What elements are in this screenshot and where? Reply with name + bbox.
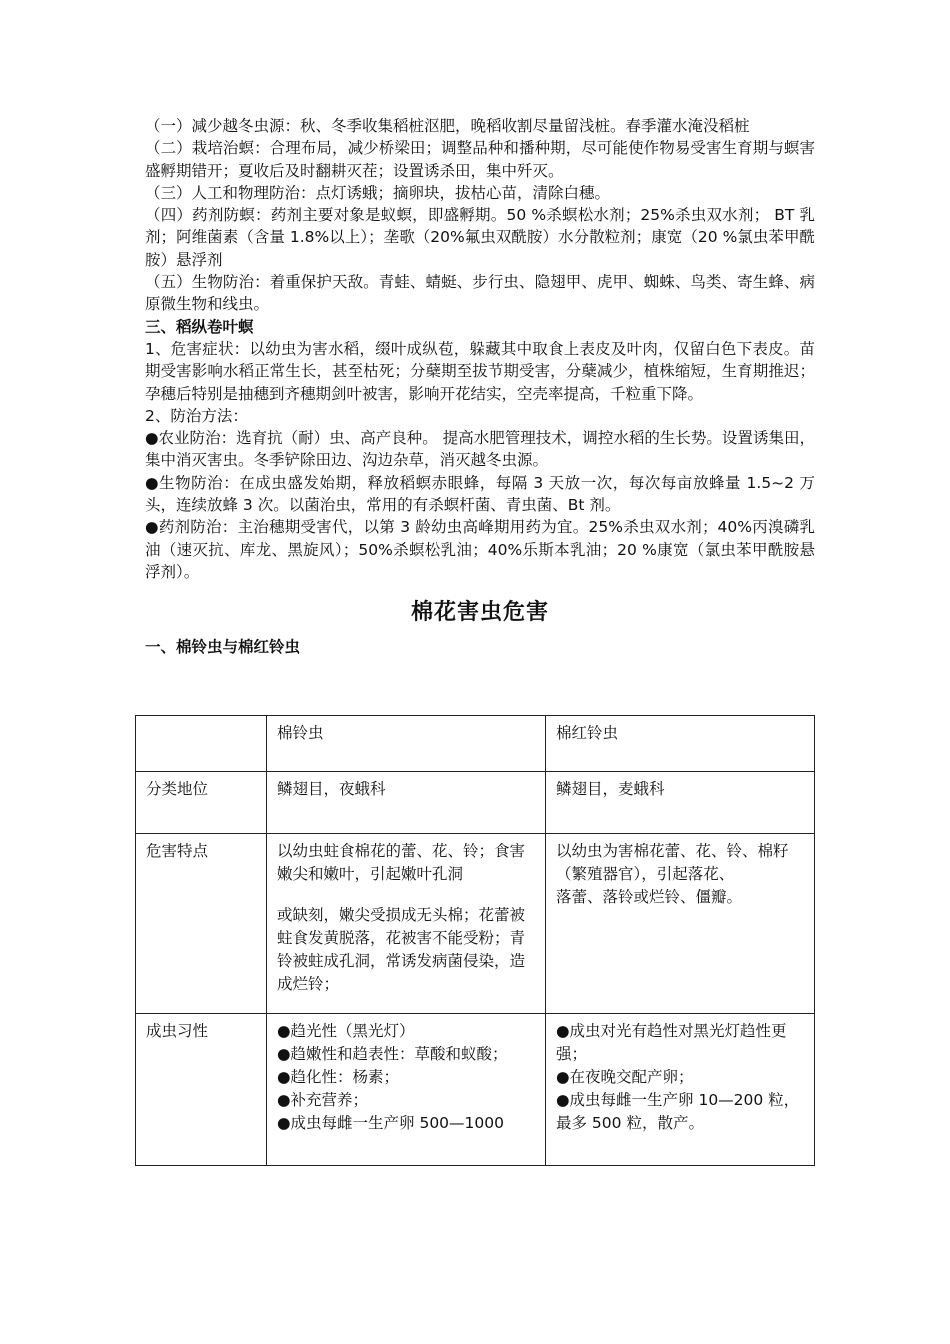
cotton-title: 棉花害虫危害 — [410, 600, 549, 626]
method-agricultural: ●农业防治：选育抗（耐）虫、高产良种。 提高水肥管理技术，调控水稻的生长势。设置诱集田，集中消灭害虫。冬季铲除田边、沟边杂草，消灭越冬虫源。 — [145, 429, 815, 470]
damage-bollworm-part2: 或缺刻，嫩尖受损成无头棉；花蕾被蛀食发黄脱落，花被害不能受粉；青铃被蛀成孔洞，常诱发病菌侵染，造成烂铃； — [277, 906, 526, 993]
row-label-damage: 危害特点 — [136, 834, 267, 1014]
method-biological: ●生物防治：在成虫盛发始期，释放稻螟赤眼蜂，每隔 3 天放一次，每次每亩放蜂量 1.5~2 万头，连续放蜂 3 次。以菌治虫，常用的有杀螟杆菌、青虫菌、Bt 剂。 — [145, 473, 815, 515]
habit-bollworm-4: ●补充营养； — [277, 1091, 369, 1109]
row-label-habits: 成虫习性 — [136, 1014, 267, 1166]
habit-bollworm-2: ●趋嫩性和趋表性：草酸和蚁酸； — [277, 1045, 508, 1063]
cell-damage-pink — [546, 834, 815, 1014]
cell-damage-bollworm — [267, 834, 546, 1014]
row-label-classification: 分类地位 — [136, 772, 267, 834]
measure-3: （三）人工和物理防治：点灯诱蛾；摘卵块，拔枯心苗，清除白穗。 — [145, 183, 611, 202]
leaf-roller-symptoms: 1、危害症状：以幼虫为害水稻，缀叶成纵苞，躲藏其中取食上表皮及叶肉，仅留白色下表皮。苗期受害影响水稻正常生长，甚至枯死；分蘖期至拔节期受害，分蘖减少，植株缩短，生育期推迟；孕穗后特别是抽穗到齐穗期剑叶被害，影响开花结实，空壳率提高，千粒重下降。 — [145, 339, 815, 403]
header-pink-bollworm: 棉红铃虫 — [546, 716, 815, 772]
leaf-roller-methods-label: 2、防治方法： — [145, 406, 248, 425]
habit-bollworm-3: ●趋化性：杨素； — [277, 1068, 400, 1086]
header-empty-cell — [136, 716, 267, 772]
measure-1: （一）减少越冬虫源：秋、冬季收集稻桩沤肥，晚稻收割尽量留浅桩。春季灌水淹没稻桩 — [145, 117, 750, 135]
table-row-habits — [136, 1014, 815, 1166]
habit-pink-3: ●成虫每雌一生产卵 10—200 粒，最多 500 粒，散产。 — [556, 1091, 800, 1132]
leaf-roller-heading: 三、稻纵卷叶螟 — [145, 317, 254, 336]
cell-classification-pink: 鳞翅目，麦蛾科 — [546, 772, 815, 834]
bollworm-comparison-table — [135, 715, 815, 1166]
measure-4: （四）药剂防螟：药剂主要对象是蚁螟，即盛孵期。50 %杀螟松水剂；25%杀虫双水剂； BT 乳剂；阿维菌素（含量 1.8%以上）；垄歌（20%氟虫双酰胺）水分散粒剂；康宽（20 %氯虫苯甲酰胺）悬浮剂 — [145, 206, 815, 269]
cotton-section-heading: 一、棉铃虫与棉红铃虫 — [145, 638, 301, 657]
document-body — [145, 115, 815, 658]
measure-2: （二）栽培治螟：合理布局，减少桥梁田；调整品种和播种期，尽可能使作物易受害生育期与螟害盛孵期错开；夏收后及时翻耕灭茬；设置诱杀田，集中歼灭。 — [145, 139, 815, 180]
habit-bollworm-5: ●成虫每雌一生产卵 500—1000 — [277, 1114, 504, 1132]
damage-bollworm-part1: 以幼虫蛀食棉花的蕾、花、铃；食害嫩尖和嫩叶，引起嫩叶孔洞 — [277, 842, 526, 883]
habit-pink-2: ●在夜晚交配产卵； — [556, 1068, 694, 1086]
damage-pink-part1: 以幼虫为害棉花蕾、花、铃、棉籽（繁殖器官），引起落花、 — [556, 842, 789, 883]
table-row-damage — [136, 834, 815, 1014]
damage-pink-part2: 落蕾、落铃或烂铃、僵瓣。 — [556, 888, 743, 906]
measure-5: （五）生物防治：着重保护天敌。青蛙、蜻蜓、步行虫、隐翅甲、虎甲、蜘蛛、鸟类、寄生蜂、病原微生物和线虫。 — [145, 273, 815, 314]
cell-habits-bollworm — [267, 1014, 546, 1166]
table-row-classification — [136, 772, 815, 834]
cell-habits-pink — [546, 1014, 815, 1166]
method-chemical: ●药剂防治：主治穗期受害代，以第 3 龄幼虫高峰期用药为宜。25%杀虫双水剂；40%丙溴磷乳油（速灭抗、库龙、黑旋风）；50%杀螟松乳油；40%乐斯本乳油；20 %康宽（氯虫苯甲酰胺悬浮剂）。 — [145, 518, 815, 581]
header-cotton-bollworm: 棉铃虫 — [267, 716, 546, 772]
cell-classification-bollworm: 鳞翅目，夜蛾科 — [267, 772, 546, 834]
habit-pink-1: ●成虫对光有趋性对黑光灯趋性更强； — [556, 1022, 787, 1063]
habit-bollworm-1: ●趋光性（黑光灯） — [277, 1022, 415, 1040]
table-header-row — [136, 716, 815, 772]
